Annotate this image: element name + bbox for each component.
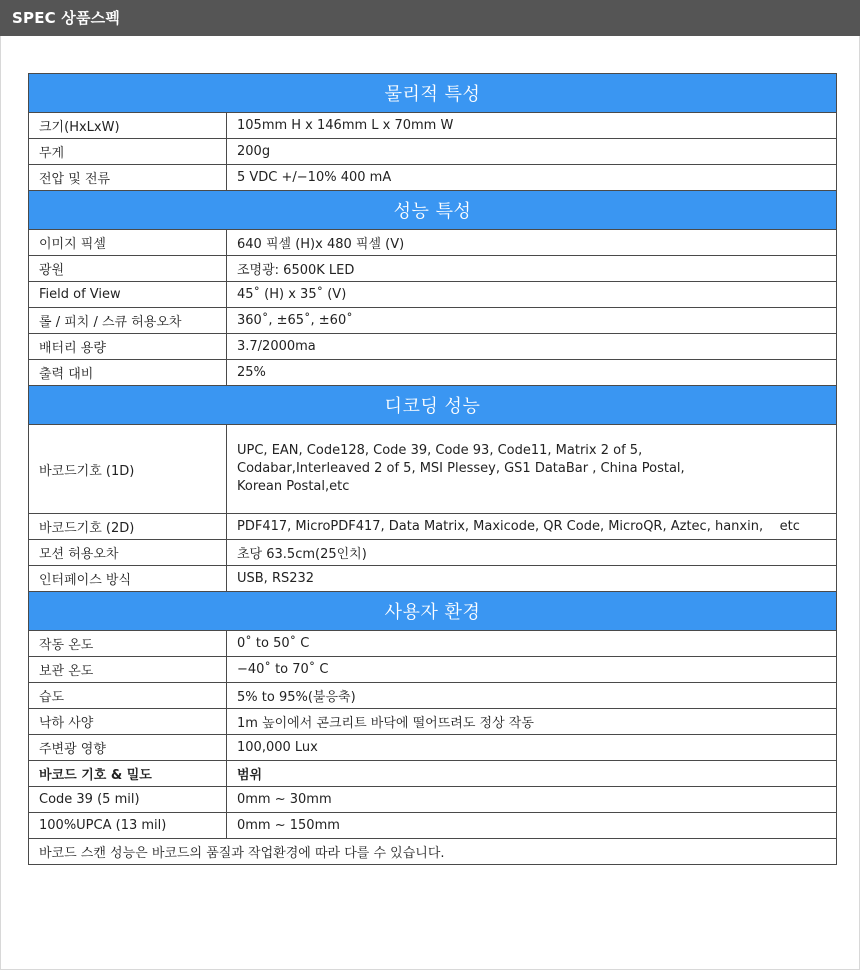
spec-label: Field of View (29, 282, 227, 308)
spec-value: 0˚ to 50˚ C (227, 631, 837, 657)
spec-value: 0mm ~ 30mm (227, 787, 837, 813)
spec-row (29, 113, 837, 139)
spec-label: 주변광 영향 (29, 735, 227, 761)
spec-label: 이미지 픽셀 (29, 230, 227, 256)
section-header-decoding (29, 386, 837, 425)
spec-label: 습도 (29, 683, 227, 709)
spec-value-line: UPC, EAN, Code128, Code 39, Code 93, Code11, Matrix 2 of 5, (237, 443, 643, 458)
spec-value: 1m 높이에서 콘크리트 바닥에 떨어뜨려도 정상 작동 (227, 709, 837, 735)
spec-value: 0mm ~ 150mm (227, 813, 837, 839)
spec-label: 광원 (29, 256, 227, 282)
footnote-row (29, 839, 837, 865)
spec-label: 바코드기호 (2D) (29, 514, 227, 540)
spec-label: 작동 온도 (29, 631, 227, 657)
spec-label: 무게 (29, 139, 227, 165)
spec-row (29, 813, 837, 839)
section-title: 사용자 환경 (29, 592, 837, 631)
spec-value: 25% (227, 360, 837, 386)
spec-label: Code 39 (5 mil) (29, 787, 227, 813)
spec-value: 105mm H x 146mm L x 70mm W (227, 113, 837, 139)
spec-label: 낙하 사양 (29, 709, 227, 735)
spec-value: USB, RS232 (227, 566, 837, 592)
spec-value: 범위 (227, 761, 837, 787)
spec-row (29, 139, 837, 165)
spec-row (29, 566, 837, 592)
spec-label: 출력 대비 (29, 360, 227, 386)
spec-row (29, 256, 837, 282)
spec-label: 바코드기호 (1D) (29, 425, 227, 514)
spec-value (227, 425, 837, 514)
spec-row (29, 540, 837, 566)
spec-value: 조명광: 6500K LED (227, 256, 837, 282)
spec-value: 45˚ (H) x 35˚ (V) (227, 282, 837, 308)
section-header-environment (29, 592, 837, 631)
spec-label: 100%UPCA (13 mil) (29, 813, 227, 839)
spec-label: 크기(HxLxW) (29, 113, 227, 139)
section-title: 물리적 특성 (29, 74, 837, 113)
spec-row (29, 282, 837, 308)
section-title: 성능 특성 (29, 191, 837, 230)
spec-row (29, 787, 837, 813)
spec-row (29, 683, 837, 709)
spec-value-line: Korean Postal,etc (237, 479, 350, 494)
spec-row (29, 165, 837, 191)
spec-row (29, 360, 837, 386)
spec-label: 롤 / 피치 / 스큐 허용오차 (29, 308, 227, 334)
spec-value-line: Codabar,Interleaved 2 of 5, MSI Plessey, GS1 DataBar , China Postal, (237, 461, 685, 476)
spec-row (29, 514, 837, 540)
spec-value: 5% to 95%(불응축) (227, 683, 837, 709)
spec-row (29, 308, 837, 334)
footnote: 바코드 스캔 성능은 바코드의 품질과 작업환경에 따라 다를 수 있습니다. (29, 839, 837, 865)
spec-value: 200g (227, 139, 837, 165)
spec-label: 보관 온도 (29, 657, 227, 683)
spec-value: 640 픽셀 (H)x 480 픽셀 (V) (227, 230, 837, 256)
page-title: SPEC 상품스펙 (12, 9, 121, 27)
top-header-bar (0, 0, 860, 36)
spec-label: 모션 허용오차 (29, 540, 227, 566)
spec-row (29, 631, 837, 657)
spec-value: 초당 63.5cm(25인치) (227, 540, 837, 566)
spec-row (29, 425, 837, 514)
section-header-physical (29, 74, 837, 113)
spec-row (29, 657, 837, 683)
spec-value: 100,000 Lux (227, 735, 837, 761)
spec-row (29, 334, 837, 360)
spec-row (29, 709, 837, 735)
spec-value: 3.7/2000ma (227, 334, 837, 360)
spec-label: 바코드 기호 & 밀도 (29, 761, 227, 787)
spec-label: 전압 및 전류 (29, 165, 227, 191)
spec-row (29, 735, 837, 761)
spec-value: 5 VDC +/−10% 400 mA (227, 165, 837, 191)
spec-value: 360˚, ±65˚, ±60˚ (227, 308, 837, 334)
spec-table (28, 73, 837, 865)
range-header-row (29, 761, 837, 787)
section-title: 디코딩 성능 (29, 386, 837, 425)
spec-row (29, 230, 837, 256)
spec-label: 인터페이스 방식 (29, 566, 227, 592)
spec-value: −40˚ to 70˚ C (227, 657, 837, 683)
spec-value: PDF417, MicroPDF417, Data Matrix, Maxicode, QR Code, MicroQR, Aztec, hanxin, etc (227, 514, 837, 540)
spec-label: 배터리 용량 (29, 334, 227, 360)
section-header-performance (29, 191, 837, 230)
